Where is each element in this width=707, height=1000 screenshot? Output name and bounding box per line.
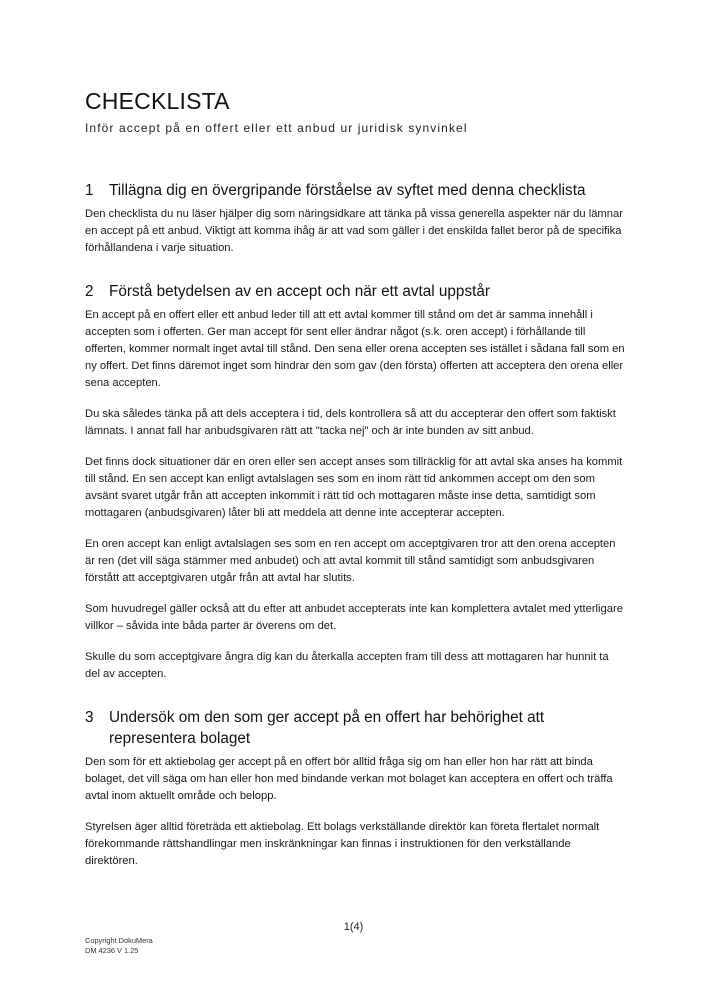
section-number: 3 (85, 709, 94, 726)
section-heading (85, 180, 625, 201)
paragraph: Styrelsen äger alltid företräda ett aktiebolag. Ett bolags verkställande direktör kan företa flertalet normalt förekommande rättshandlingar men inskränkningar kan finnas i instruktionen för den verkställande direktören. (85, 821, 600, 867)
section-heading-text: Förstå betydelsen av en accept och när ett avtal uppstår (109, 283, 490, 300)
document-title: CHECKLISTA (85, 88, 230, 114)
paragraph: En oren accept kan enligt avtalslagen ses som en ren accept om acceptgivaren tror att den orena accepten är ren (det vill säga stämmer med anbudet) och att avtal kommit till stånd samtidigt som anbudsgivaren förstått att acceptgivaren utgår från att avtal har slutits. (85, 538, 616, 584)
section-heading-text: Undersök om den som ger accept på en offert har behörighet att representera bolaget (109, 709, 545, 747)
document-subtitle: Inför accept på en offert eller ett anbud ur juridisk synvinkel (85, 121, 468, 135)
page-number: 1(4) (343, 921, 364, 933)
section-number: 2 (85, 283, 94, 300)
section-1 (85, 180, 625, 257)
paragraph: Du ska således tänka på att dels acceptera i tid, dels kontrollera så att du accepterar den offert som faktiskt lämnats. I annat fall har anbudsgivaren rätt att "tacka nej" och är inte bunden av sitt anbud. (85, 408, 616, 437)
section-heading (85, 281, 625, 302)
paragraph: Skulle du som acceptgivare ångra dig kan du återkalla accepten fram till dess att mottagaren har hunnit ta del av accepten. (85, 651, 609, 680)
document-content (85, 180, 625, 870)
paragraph: En accept på en offert eller ett anbud leder till att ett avtal kommer till stånd om det är samma innehåll i accepten som i offerten. Ger man accept för sent eller ändrar något (s.k. oren accept) i förhållande till offerten, kommer normalt inget avtal till stånd. Den sena eller orena accepten ses istället i sådana fall som en ny offert. Det finns däremot inget som hindrar den som gav (den första) offerten att acceptera den orena eller sena accepten. (85, 309, 625, 389)
section-number: 1 (85, 182, 94, 199)
paragraph: Som huvudregel gäller också att du efter att anbudet accepterats inte kan komplettera avtalet med ytterligare villkor – såvida inte båda parter är överens om det. (85, 603, 623, 632)
section-heading (85, 707, 625, 749)
paragraph: Det finns dock situationer där en oren eller sen accept anses som tillräcklig för att avtal ska anses ha kommit till stånd. En sen accept kan enligt avtalslagen ses som en inom rätt tid ankommen accept om den som avsänt svaret utgår från att accepten inkommit i rätt tid och mottagaren måste inse detta, samtidigt som mottagaren (anbudsgivaren) låter bli att meddela att denne inte accepterar accepten. (85, 456, 623, 519)
section-heading-text: Tillägna dig en övergripande förståelse av syftet med denna checklista (109, 182, 586, 199)
section-3 (85, 707, 625, 870)
copyright-text: Copyright DokuMera (85, 936, 153, 945)
footer (85, 936, 153, 956)
document-id: DM 4236 V 1.25 (85, 946, 139, 955)
paragraph: Den som för ett aktiebolag ger accept på en offert bör alltid fråga sig om han eller hon har rätt att binda bolaget, det vill säga om han eller hon med bindande verkan mot bolaget kan acceptera en offert och träffa avtal inom aktuellt område och belopp. (85, 756, 613, 802)
paragraph: Den checklista du nu läser hjälper dig som näringsidkare att tänka på vissa generella aspekter när du lämnar en accept på ett anbud. Viktigt att komma ihåg är att vad som gäller i det enskilda fallet beror på de specifika förhållandena i varje situation. (85, 208, 623, 254)
section-2 (85, 281, 625, 683)
